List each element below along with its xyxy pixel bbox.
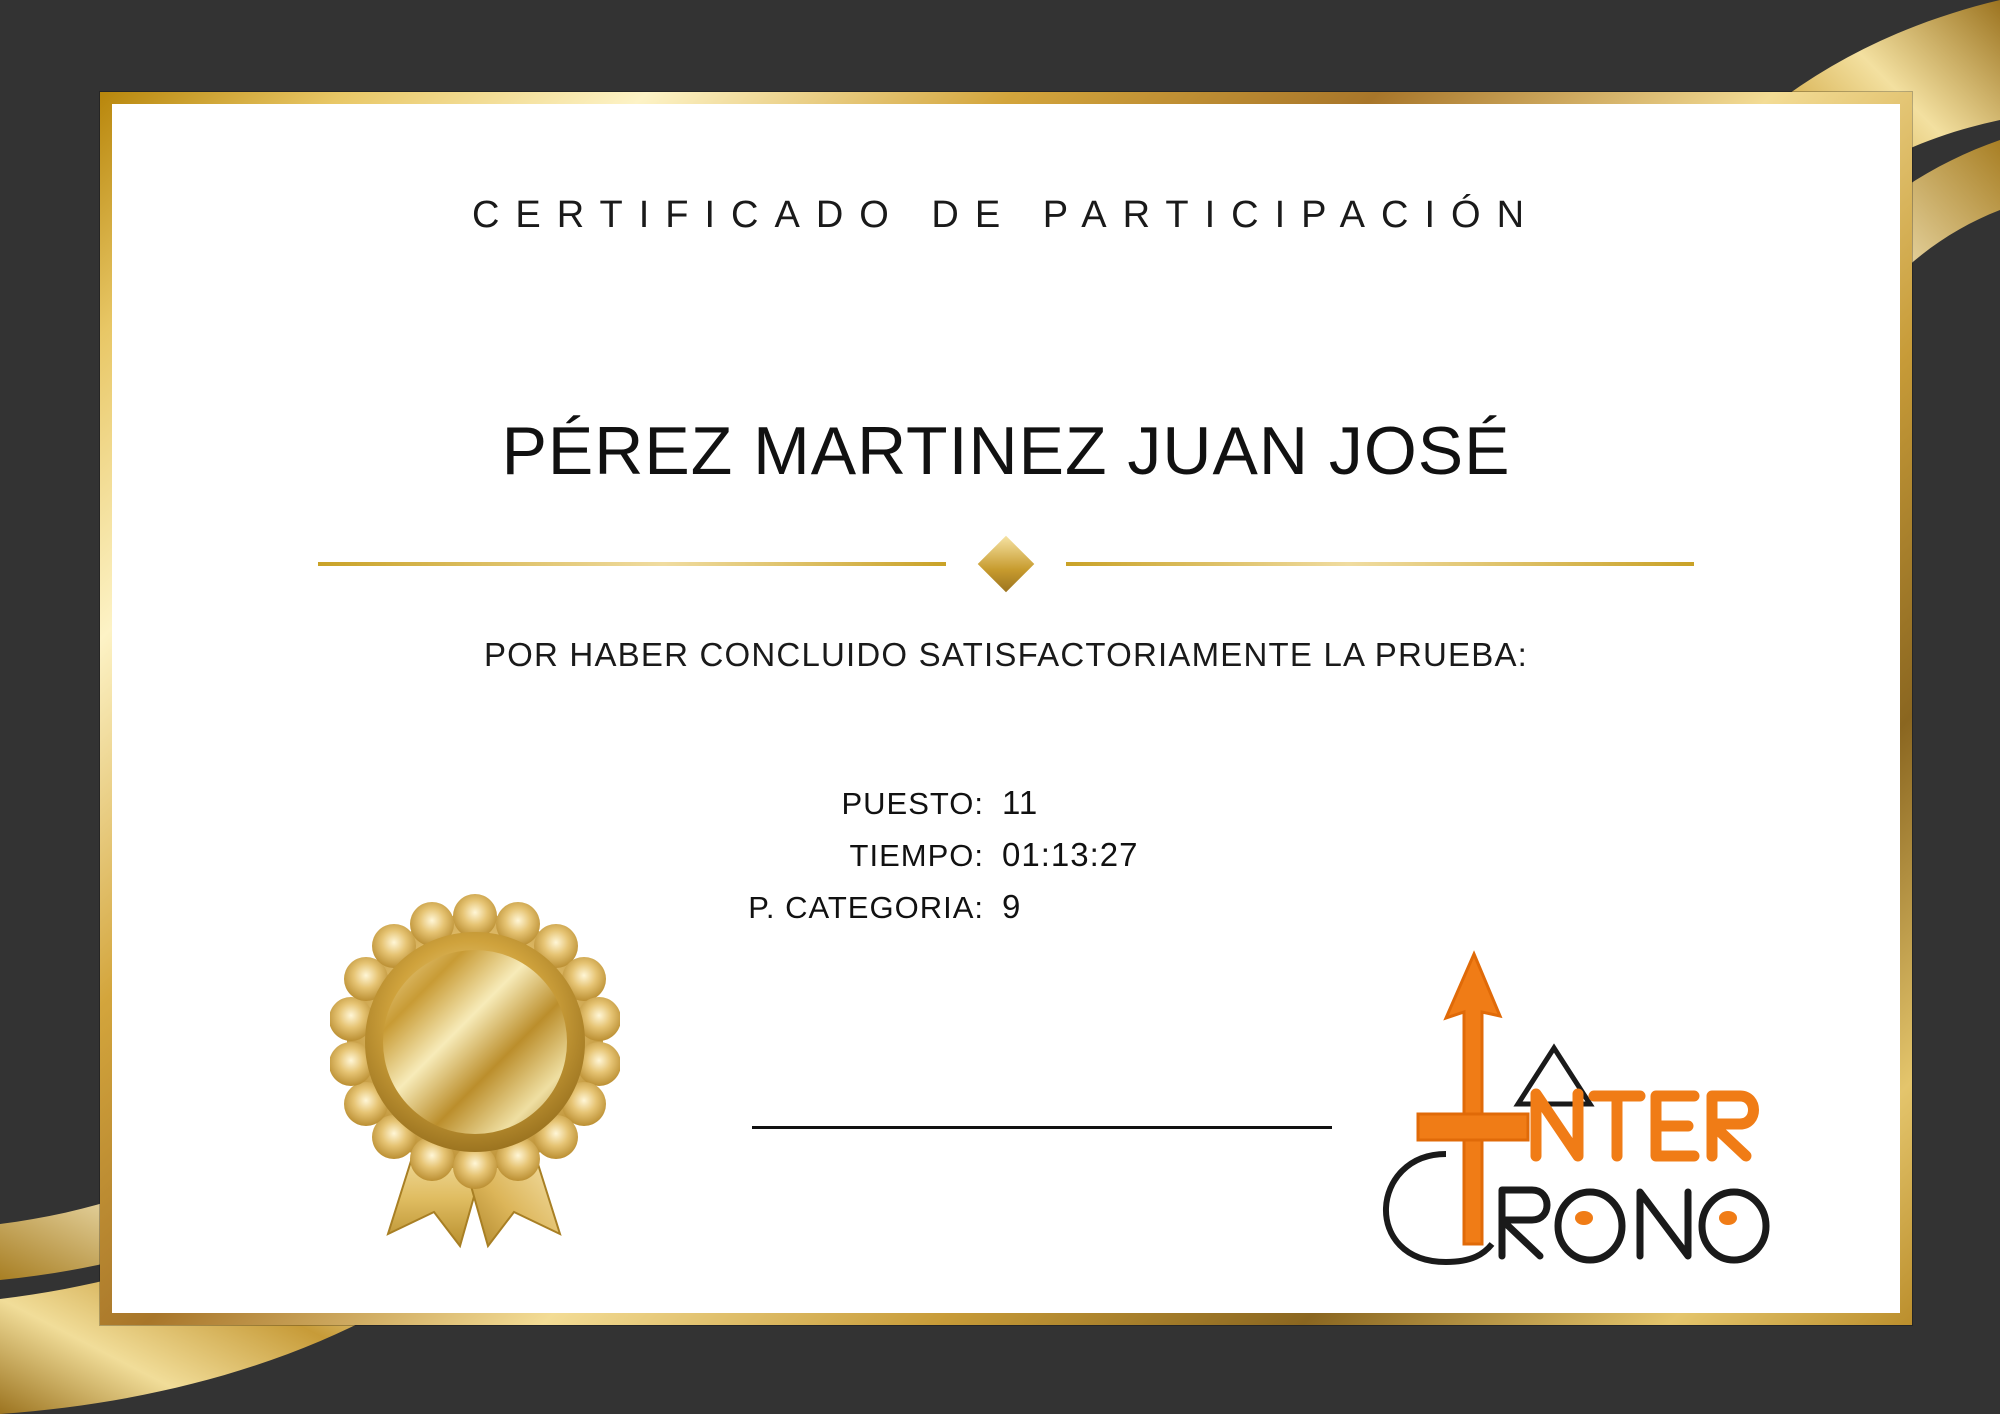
result-value-categoria: 9 [1002, 888, 1022, 925]
result-row-categoria [712, 888, 1312, 926]
certificate-card [112, 104, 1900, 1313]
result-label-categoria: P. CATEGORIA: [748, 890, 984, 925]
result-value-puesto: 11 [1002, 784, 1039, 821]
results-block [712, 784, 1312, 940]
result-row-tiempo [712, 836, 1312, 874]
result-row-puesto [712, 784, 1312, 822]
diamond-icon [978, 536, 1035, 593]
certificate-subtitle: POR HABER CONCLUIDO SATISFACTORIAMENTE LA PRUEBA: [483, 636, 1529, 673]
award-medal-icon [330, 894, 620, 1254]
recipient-name: PÉREZ MARTINEZ JUAN JOSÉ [501, 413, 1511, 489]
intercrono-logo [1322, 944, 1782, 1274]
signature-line [752, 1126, 1332, 1129]
divider-bar-right [1066, 562, 1694, 566]
result-label-puesto: PUESTO: [841, 786, 984, 821]
gold-frame [100, 92, 1912, 1325]
certificate-title: CERTIFICADO DE PARTICIPACIÓN [471, 194, 1541, 236]
result-value-tiempo: 01:13:27 [1002, 836, 1139, 873]
result-label-tiempo: TIEMPO: [849, 838, 984, 873]
gold-divider [318, 544, 1694, 584]
divider-bar-left [318, 562, 946, 566]
